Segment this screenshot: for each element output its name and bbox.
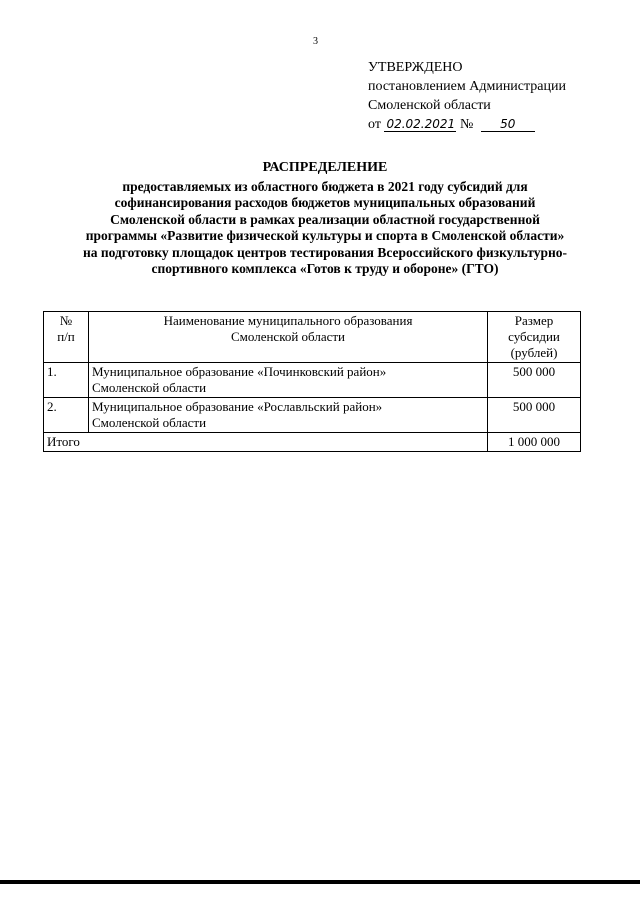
bottom-rule [0, 880, 640, 884]
approval-authority: постановлением Администрации [368, 79, 566, 94]
row-amount: 500 000 [488, 398, 581, 433]
handwritten-number: 50 [481, 117, 535, 132]
title-line: на подготовку площадок центров тестирования Всероссийского физкультурно- [82, 244, 568, 260]
document-title [60, 160, 590, 278]
header-name [89, 312, 488, 363]
title-heading: РАСПРЕДЕЛЕНИЕ [262, 160, 388, 175]
header-name-line1: Наименование муниципального образования [163, 313, 413, 328]
header-num [44, 312, 89, 363]
number-label: № [459, 117, 474, 132]
header-amount-line1: Размер [514, 313, 554, 328]
handwritten-date: 02.02.2021 [386, 117, 456, 131]
approval-date-line [368, 115, 566, 134]
title-line: программы «Развитие физической культуры и спорта в Смоленской области» [85, 228, 565, 243]
row-name-line2: Смоленской области [92, 415, 207, 430]
row-name-line1: Муниципальное образование «Рославльский район» [92, 399, 383, 414]
title-line: спортивного комплекса «Готов к труду и обороне» (ГТО) [151, 261, 499, 276]
header-amount-line3: (рублей) [510, 345, 558, 360]
table-header-row [44, 312, 581, 363]
title-line: софинансирования расходов бюджетов муниципальных образований [114, 195, 536, 210]
approval-title: УТВЕРЖДЕНО [368, 60, 463, 75]
row-num: 1. [44, 363, 89, 398]
header-num-abbr: п/п [57, 329, 75, 344]
row-amount: 500 000 [488, 363, 581, 398]
distribution-table [43, 311, 581, 452]
total-label: Итого [44, 433, 488, 452]
table-row [44, 363, 581, 398]
page-number: 3 [313, 36, 318, 47]
total-row [44, 433, 581, 452]
approval-region: Смоленской области [368, 98, 491, 113]
row-name [89, 363, 488, 398]
table-row [44, 398, 581, 433]
row-num: 2. [44, 398, 89, 433]
total-amount: 1 000 000 [488, 433, 581, 452]
header-num-symbol: № [59, 313, 73, 328]
approval-stamp [368, 58, 566, 134]
row-name [89, 398, 488, 433]
header-amount [488, 312, 581, 363]
title-line: Смоленской области в рамках реализации областной государственной [110, 211, 540, 227]
header-amount-line2: субсидии [508, 329, 560, 344]
title-line: предоставляемых из областного бюджета в 2021 году субсидий для [122, 178, 528, 194]
from-label: от [368, 117, 381, 132]
row-name-line1: Муниципальное образование «Починковский район» [92, 364, 387, 379]
header-name-line2: Смоленской области [230, 329, 346, 344]
row-name-line2: Смоленской области [92, 380, 207, 395]
